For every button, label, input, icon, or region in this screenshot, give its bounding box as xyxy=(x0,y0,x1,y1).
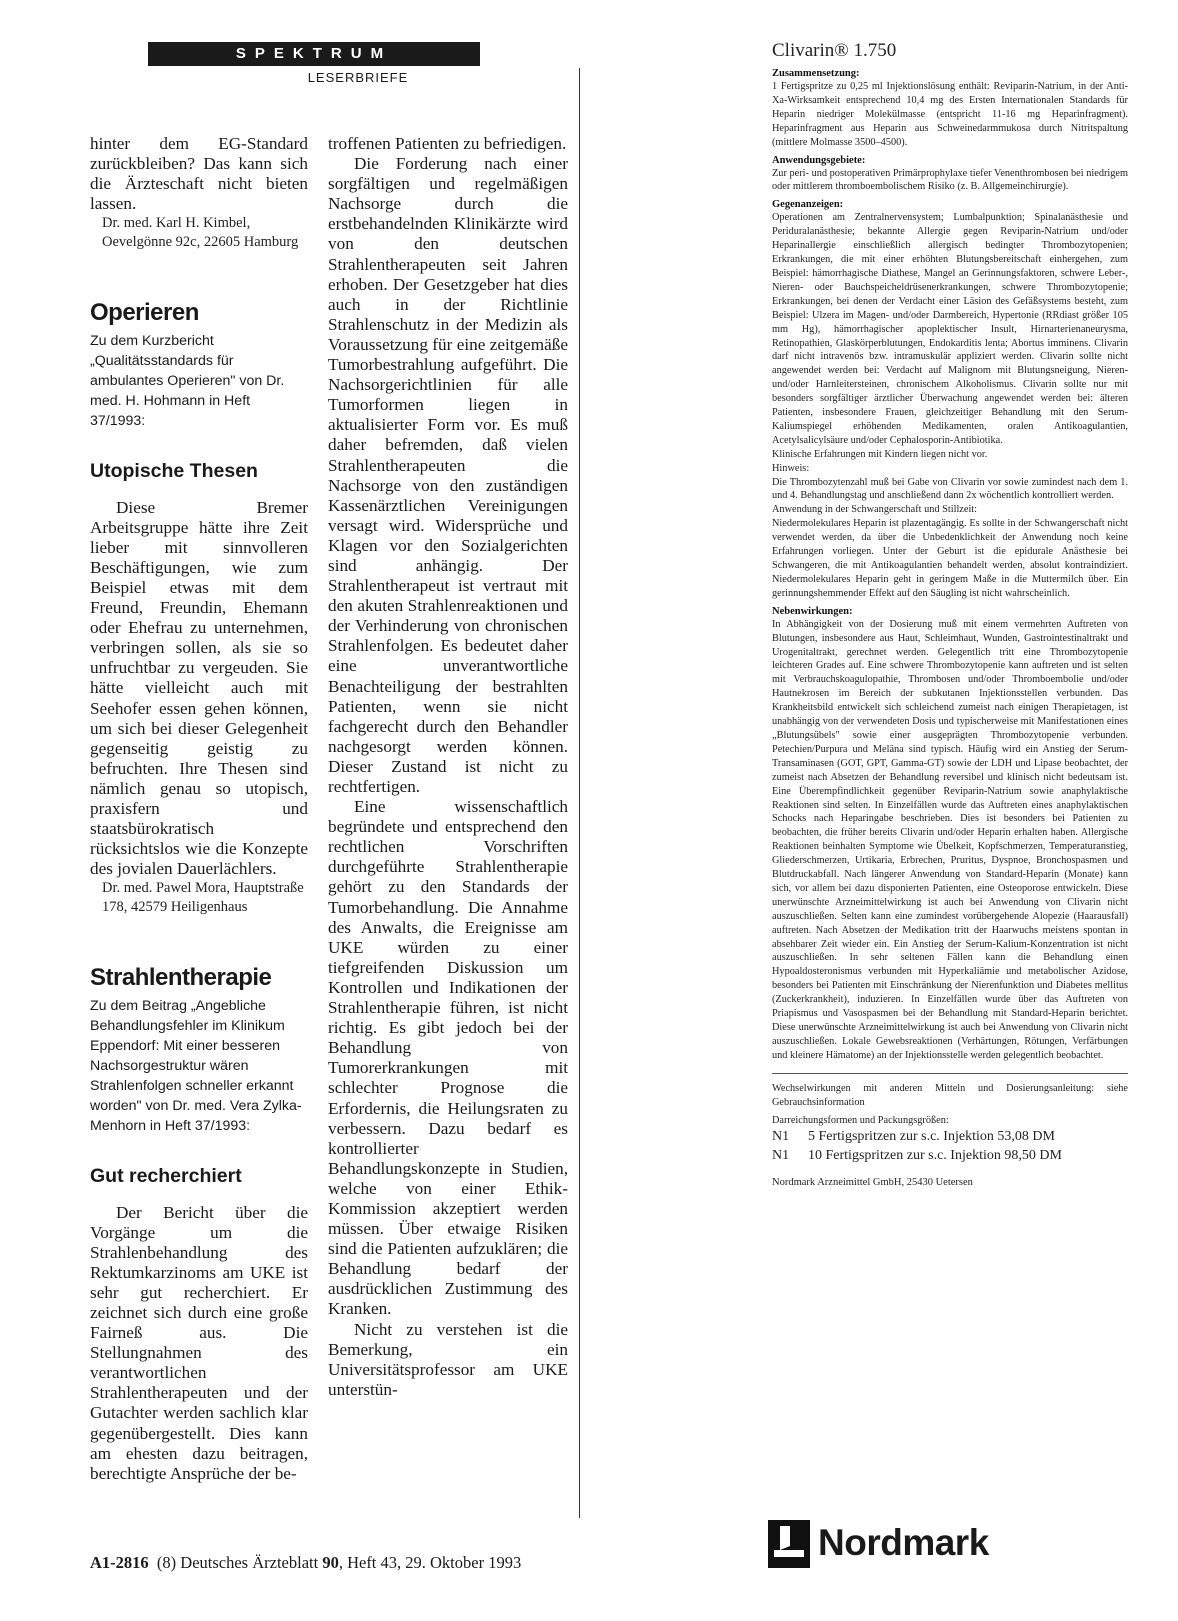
text-schwangerschaft: Niedermolekulares Heparin ist plazentagängig. Es sollte in der Schwangerschaft nicht verwendet werden, da über die Unbedenklichkeit der Anwendung noch keine Erfahrungen vorliegen. Unter der Geburt ist die epidurale Anästhesie bei Schwangeren, die mit Antikoagulantien behandelt werden, absolut kontraindiziert. Niedermolekulares Heparin geht in geringem Maße in die Muttermilch über. Ein gerinnungshemmender Effekt auf den Säugling ist nicht wahrscheinlich. xyxy=(772,518,1128,599)
column-divider xyxy=(579,68,580,1518)
package-text: 10 Fertigspritzen zur s.c. Injektion 98,50 DM xyxy=(808,1148,1062,1164)
footer-issue: , Heft 43, 29. Oktober 1993 xyxy=(338,1553,522,1572)
paragraph-3: Nicht zu verstehen ist die Bemerkung, ein Universitätsprofessor am UKE unterstün- xyxy=(328,1319,568,1399)
drug-title: Clivarin® 1.750 xyxy=(772,40,897,61)
continued-paragraph: hinter dem EG-Standard zurückbleiben? Das kann sich die Ärzteschaft nicht bieten lassen. xyxy=(90,134,308,214)
paragraph-2: Eine wissenschaftlich begründete und entsprechend den rechtlichen Vorschriften durchgeführte Strahlentherapie gehört zu den Standards der Tumorbehandlung. Die Annahme des Anwalts, die Ereignisse am UKE würden zu einer tiefgreifenden Diskussion um Kontrollen und Indikationen der Strahlentherapie führen, ist nicht richtig. Es gibt jedoch bei der Behandlung von Tumorerkrankungen mit schlechter Prognose die Erfordernis, die Heilungsraten zu verbessern. Dazu bedarf es kontrollierter Behandlungskonzepte in Studien, welche von einer Ethik-Kommission akzeptiert werden müssen. Über etwaige Risiken sind die Patienten aufzuklären; die Behandlung bedarf der ausdrücklichen Zustimmung des Kranken. xyxy=(328,797,568,1319)
heading-operieren: Operieren xyxy=(90,299,199,327)
package-row xyxy=(772,1127,1128,1146)
text-anwendungsgebiete: Zur peri- und postoperativen Primärprophylaxe tiefer Venenthrombosen bei niedrigem oder mittlerem thromboembolischem Risiko (z. B. Allgemeinchirurgie). xyxy=(772,167,1128,193)
intro-operieren: Zu dem Kurzbericht „Qualitätsstandards für ambulantes Operieren" von Dr. med. H. Hohmann in Heft 37/1993: xyxy=(90,333,285,430)
footer-journal: (8) Deutsches Ärzteblatt xyxy=(156,1553,319,1572)
text-wechselwirkungen: Wechselwirkungen mit anderen Mitteln und Dosierungsanleitung: siehe Gebrauchsinformation xyxy=(772,1082,1128,1108)
package-code: N1 xyxy=(772,1148,790,1164)
text-zusammensetzung: 1 Fertigspritze zu 0,25 ml Injektionslösung enthält: Reviparin-Natrium, in der Anti-Xa-Wirksamkeit entsprechend 10,4 mg des Ersten Internationalen Standards für Heparin niedriger Molekülmasse (entspricht 11-16 mg Heparinfragment). Heparinfragment aus Heparin aus Schweinedarmmukosa durch Nitritspaltung (mittlere Molmasse 3500–4500). xyxy=(772,81,1128,148)
section-bar xyxy=(148,42,480,66)
text-klinische-erfahrungen: Klinische Erfahrungen mit Kindern liegen nicht vor. xyxy=(772,448,988,460)
text-darreichungsformen: Darreichungsformen und Packungsgrößen: xyxy=(772,1114,949,1126)
text-nebenwirkungen: In Abhängigkeit von der Dosierung muß mit einem vermehrten Auftreten von Blutungen, insbesondere aus Haut, Schleimhaut, Wunden, Gastrointestinaltrakt und Urogenitaltrakt, gerechnet werden. Gelegentlich tritt eine Thrombozytopenie leichteren Grades auf. Eine schwere Thrombozytopenie kann auftreten und ist selten mit Verbrauchskoagulopathie, Thrombosen und/oder Thromboembolie und/oder Hautnekrosen im Bereich der subkutanen Injektionsstellen verbunden. Das Krankheitsbild entwickelt sich schleichend zumeist nach einigen Therapietagen, ist unabhängig von der verwendeten Dosis und typischerweise mit Manifestationen eines „Blutungsübels" sowie einer ausgeprägten Thrombozytopenie verbunden. Petechien/Purpura und Meläna sind typisch. Häufig wird ein Anstieg der Serum-Transaminasen (GOT, GPT, Gamma-GT) sowie der LDH und Lipase beobachtet, der zumeist nach Absetzen der Behandlung reversibel und klinisch nicht bedeutsam ist. Eine Überempfindlichkeit gegenüber Reviparin-Natrium sowie anaphylaktische Reaktionen sind selten. In Einzelfällen wurde das Auftreten eines anaphylaktischen Schocks nach Heparingabe beschrieben. Dies ist besonders bei Patienten zu beobachten, die früher bereits Clivarin und/oder Heparin erhalten haben. Allergische Reaktionen beinhalten Symptome wie Übelkeit, Kopfschmerzen, Temperaturanstieg, Gliederschmerzen, Urtikaria, Erbrechen, Pruritus, Dyspnoe, Bronchospasmen und Blutdruckabfall. Nach längerer Anwendung von Standard-Heparin (Monate) kann sich, vor allem bei dazu disponierten Patienten, eine Osteoporose entwickeln. Diese unerwünschte Arzneimittelwirkung ist auch bei Anwendung von Clivarin nicht auszuschließen. Selten kann eine zumindest vorübergehende Alopezie (Haarausfall) auftreten. Nach Absetzen der Medikation tritt der Haarwuchs meistens spontan in absehbarer Zeit wieder ein. Ein Anstieg der Serum-Kalium-Konzentration ist nicht auszuschließen. In sehr seltenen Fällen kann die Behandlung einen Hypoaldosteronismus verbunden mit Hyperkaliämie und metabolischer Azidose, besonders bei Patienten mit Einschränkung der Nierenfunktion und Diabetes mellitus (Zuckerkrankheit), induzieren. In Einzelfällen wurde über das Auftreten von Priapismus und Vasospasmen bei der Behandlung mit Standard-Heparin berichtet. Diese unerwünschte Arzneimittelwirkung ist auch bei Anwendung von Clivarin nicht auszuschließen. Lokale Gewebsreaktionen (Verhärtungen, Rötungen, Verfärbungen und kleinere Hämatome) an der Injektionsstelle werden gelegentlich beobachtet. xyxy=(772,618,1128,1061)
column-2 xyxy=(328,134,568,1400)
subheading-gut-recherchiert: Gut recherchiert xyxy=(90,1165,242,1188)
package-row xyxy=(772,1146,1128,1165)
page-number: A1-2816 xyxy=(90,1553,149,1572)
subsection-title: LESERBRIEFE xyxy=(307,70,409,85)
letter-mora-body: Diese Bremer Arbeitsgruppe hätte ihre Zeit lieber mit sinnvolleren Beschäftigungen, wie zum Beispiel etwas mit dem Freund, Freundin, Ehemann oder Ehefrau zu unternehmen, verbringen sollen, als sie so unfruchtbar zu vergeuden. Sie hätte vielleicht auch mit Seehofer essen gehen können, um sich bei dieser Gelegenheit gegenseitig geistig zu befruchten. Ihre Thesen sind nämlich genau so utopisch, praxisfern und staatsbürokratisch rücksichtslos wie die Konzepte des jovialen Dauerlächlers. xyxy=(90,497,308,879)
package-code: N1 xyxy=(772,1129,790,1145)
paragraph-0: troffenen Patienten zu befriedigen. xyxy=(328,134,567,153)
nordmark-logo xyxy=(768,1520,998,1570)
heading-hinweis: Hinweis: xyxy=(772,462,810,474)
nordmark-logo-icon xyxy=(768,1520,810,1568)
drug-separator xyxy=(772,1073,1128,1074)
text-gegenanzeigen: Operationen am Zentralnervensystem; Lumbalpunktion; Spinalanästhesie und Periduralanästhesie; bekannte Allergie gegen Reviparin-Natrium und/oder Heparinallergie einschließlich allergisch bedingter Thrombozytopenien; Erkrankungen, die mit einer erhöhten Blutungsbereitschaft einhergehen, zum Beispiel: hämorrhagische Diathese, Mangel an Gerinnungsfaktoren, schwere Leber-, Nieren- oder Bauchspeicheldrüsenerkrankungen, schwere Thrombozytopenie; Erkrankungen, bei denen der Verdacht einer Läsion des Gefäßsystems besteht, zum Beispiel: Ulzera im Magen- und/oder Darmbereich, Hypertonie (RRdiast größer 105 mm Hg), hämorrhagischer apoplektischer Insult, Hirnarterienaneurysma, Retinopathien, Glaskörperblutungen, Endokarditis lenta; Abortus imminens. Clivarin darf nicht intravenös bzw. intramuskulär appliziert werden. Clivarin sollte nicht angewendet werden bei: Verdacht auf Malignom mit Blutungsneigung, Nieren- und/oder Harnleitersteinen, chronischem Alkoholismus. Clivarin sollte nur mit besonders sorgfältiger ärztlicher Überwachung angewendet werden bei: älteren Patienten, insbesondere Frauen, gleichzeitiger Behandlung mit den Serum-Kaliumspiegel erhöhenden Medikamenten, oralen Antikoagulantien, Acetylsalicylsäure und/oder Cephalosporin-Antibiotika. xyxy=(772,212,1128,446)
heading-strahlentherapie: Strahlentherapie xyxy=(90,964,272,992)
paragraph-1: Die Forderung nach einer sorgfältigen und regelmäßigen Nachsorge durch die erstbehandelnden Klinikärzte wird von den deutschen Strahlentherapeuten seit Jahren erhoben. Der Gesetzgeber hat dies auch in der Richtlinie Strahlenschutz in der Medizin als Voraussetzung für eine zeitgemäße Tumorbestrahlung aufgeführt. Die Nachsorgerichtlinien für alle Tumorformen liegen in aktualisierter Form vor. Es muß daher befremden, daß vielen Strahlentherapeuten die Nachsorge von den zuständigen Kassenärztlichen Vereinigungen versagt wird. Widersprüche und Klagen vor den Sozialgerichten sind anhängig. Der Strahlentherapeut ist vertraut mit den akuten Strahlenreaktionen und der Verhinderung von chronischen Strahlenfolgen. Es bedeutet daher eine unverantwortliche Benachteiligung der bestrahlten Patienten, wenn sie nicht fachgerecht durch den Behandler nachgesorgt werden können. Dieser Zustand ist nicht zu rechtfertigen. xyxy=(328,154,568,796)
heading-schwangerschaft: Anwendung in der Schwangerschaft und Stillzeit: xyxy=(772,504,978,516)
signature-mora: Dr. med. Pawel Mora, Hauptstraße 178, 42579 Heiligenhaus xyxy=(102,880,304,915)
heading-nebenwirkungen: Nebenwirkungen: xyxy=(772,605,853,617)
drug-advertisement xyxy=(772,40,1128,1188)
text-hinweis: Die Thrombozytenzahl muß bei Gabe von Clivarin vor sowie zumindest nach dem 1. und 4. Behandlungstag und anschließend dann 2x wöchentlich kontrolliert werden. xyxy=(772,476,1128,502)
heading-zusammensetzung: Zusammensetzung: xyxy=(772,68,860,79)
footer-volume: 90 xyxy=(322,1553,339,1572)
package-text: 5 Fertigspritzen zur s.c. Injektion 53,08 DM xyxy=(808,1129,1055,1145)
heading-gegenanzeigen: Gegenanzeigen: xyxy=(772,199,844,211)
letter-strahlentherapie-body: Der Bericht über die Vorgänge um die Strahlenbehandlung des Rektumkarzinoms am UKE ist sehr gut recherchiert. Er zeichnet sich durch eine große Fairneß aus. Die Stellungnahmen des verantwortlichen Strahlentherapeuten und der Gutachter werden sachlich klar gegenübergestellt. Dies kann am ehesten dazu beitragen, berechtigte Ansprüche der be- xyxy=(90,1202,308,1483)
heading-anwendungsgebiete: Anwendungsgebiete: xyxy=(772,154,866,166)
intro-strahlentherapie: Zu dem Beitrag „Angebliche Behandlungsfehler im Klinikum Eppendorf: Mit einer besseren Nachsorgestruktur wären Strahlenfolgen schneller erkannt worden" von Dr. med. Vera Zylka-Menhorn in Heft 37/1993: xyxy=(90,998,302,1135)
subheading-utopische-thesen: Utopische Thesen xyxy=(90,460,258,483)
logo-wordmark: Nordmark xyxy=(818,1522,989,1563)
manufacturer: Nordmark Arzneimittel GmbH, 25430 Uetersen xyxy=(772,1177,973,1189)
signature-kimbel: Dr. med. Karl H. Kimbel, Oevelgönne 92c, 22605 Hamburg xyxy=(102,215,299,250)
section-title: SPEKTRUM xyxy=(235,45,393,62)
page-footer xyxy=(90,1553,521,1573)
column-1 xyxy=(90,134,308,1484)
